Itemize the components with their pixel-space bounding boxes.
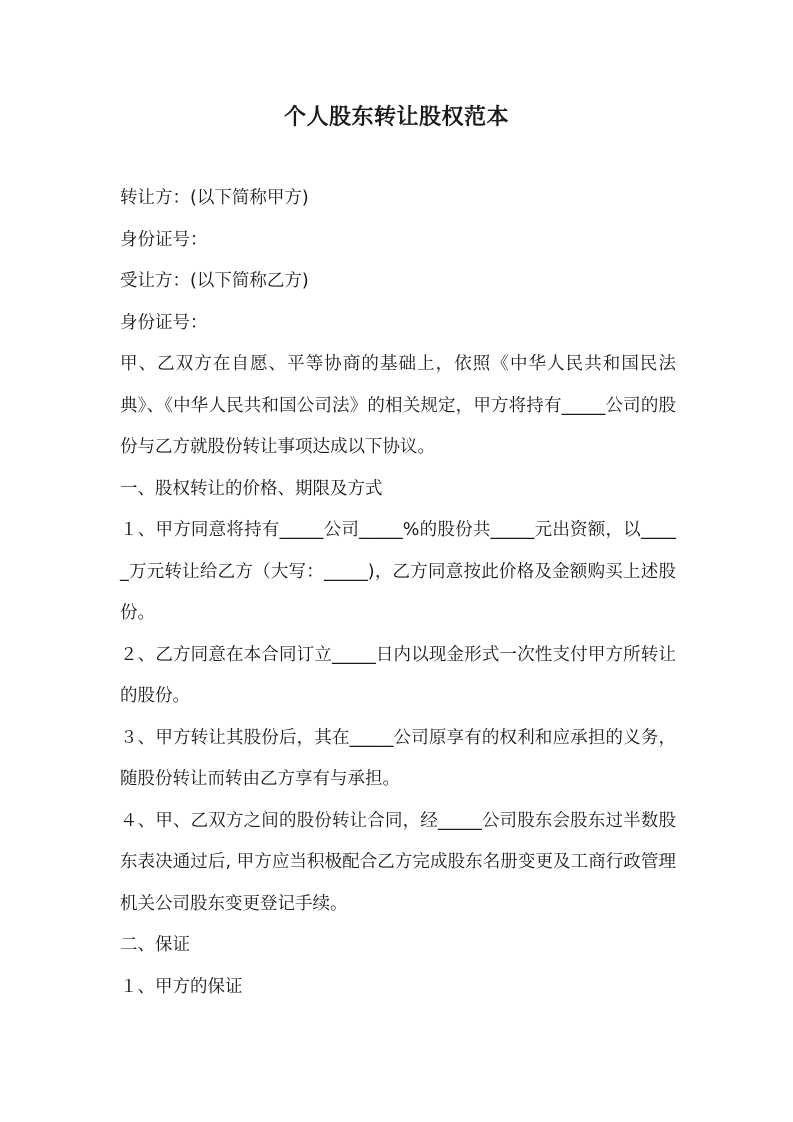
transferee-line: 受让方：(以下简称乙方) [120,271,309,291]
document-body [120,178,676,1008]
section-heading-guarantee: 二、保证 [120,935,190,955]
transferor-line: 转让方：(以下简称甲方) [120,188,309,208]
clause-1-1: １、甲方同意将持有_____公司_____%的股份共_____元出资额，以_____万元转让给乙方（大写：_____)，乙方同意按此价格及金额购买上述股份。 [120,520,676,623]
clause-1-3: ３、甲方转让其股份后，其在_____公司原享有的权利和应承担的义务，随股份转让而转由乙方享有与承担。 [120,727,676,789]
transferee-id-line: 身份证号： [120,312,208,333]
preamble-paragraph: 甲、乙双方在自愿、平等协商的基础上，依照《中华人民共和国民法典》、《中华人民共和国公司法》的相关规定，甲方将持有_____公司的股份与乙方就股份转让事项达成以下协议。 [120,354,676,457]
section-heading-price: 一、股权转让的价格、期限及方式 [120,478,383,499]
clause-1-4: ４、甲、乙双方之间的股份转让合同，经_____公司股东会股东过半数股东表决通过后, 甲方应当积极配合乙方完成股东名册变更及工商行政管理机关公司股东变更登记手续。 [120,810,676,914]
document-title: 个人股东转让股权范本 [283,105,509,130]
transferor-id-line: 身份证号： [120,229,208,250]
clause-1-2: ２、乙方同意在本合同订立_____日内以现金形式一次性支付甲方所转让的股份。 [120,644,676,706]
clause-2-1: １、甲方的保证 [120,976,243,997]
